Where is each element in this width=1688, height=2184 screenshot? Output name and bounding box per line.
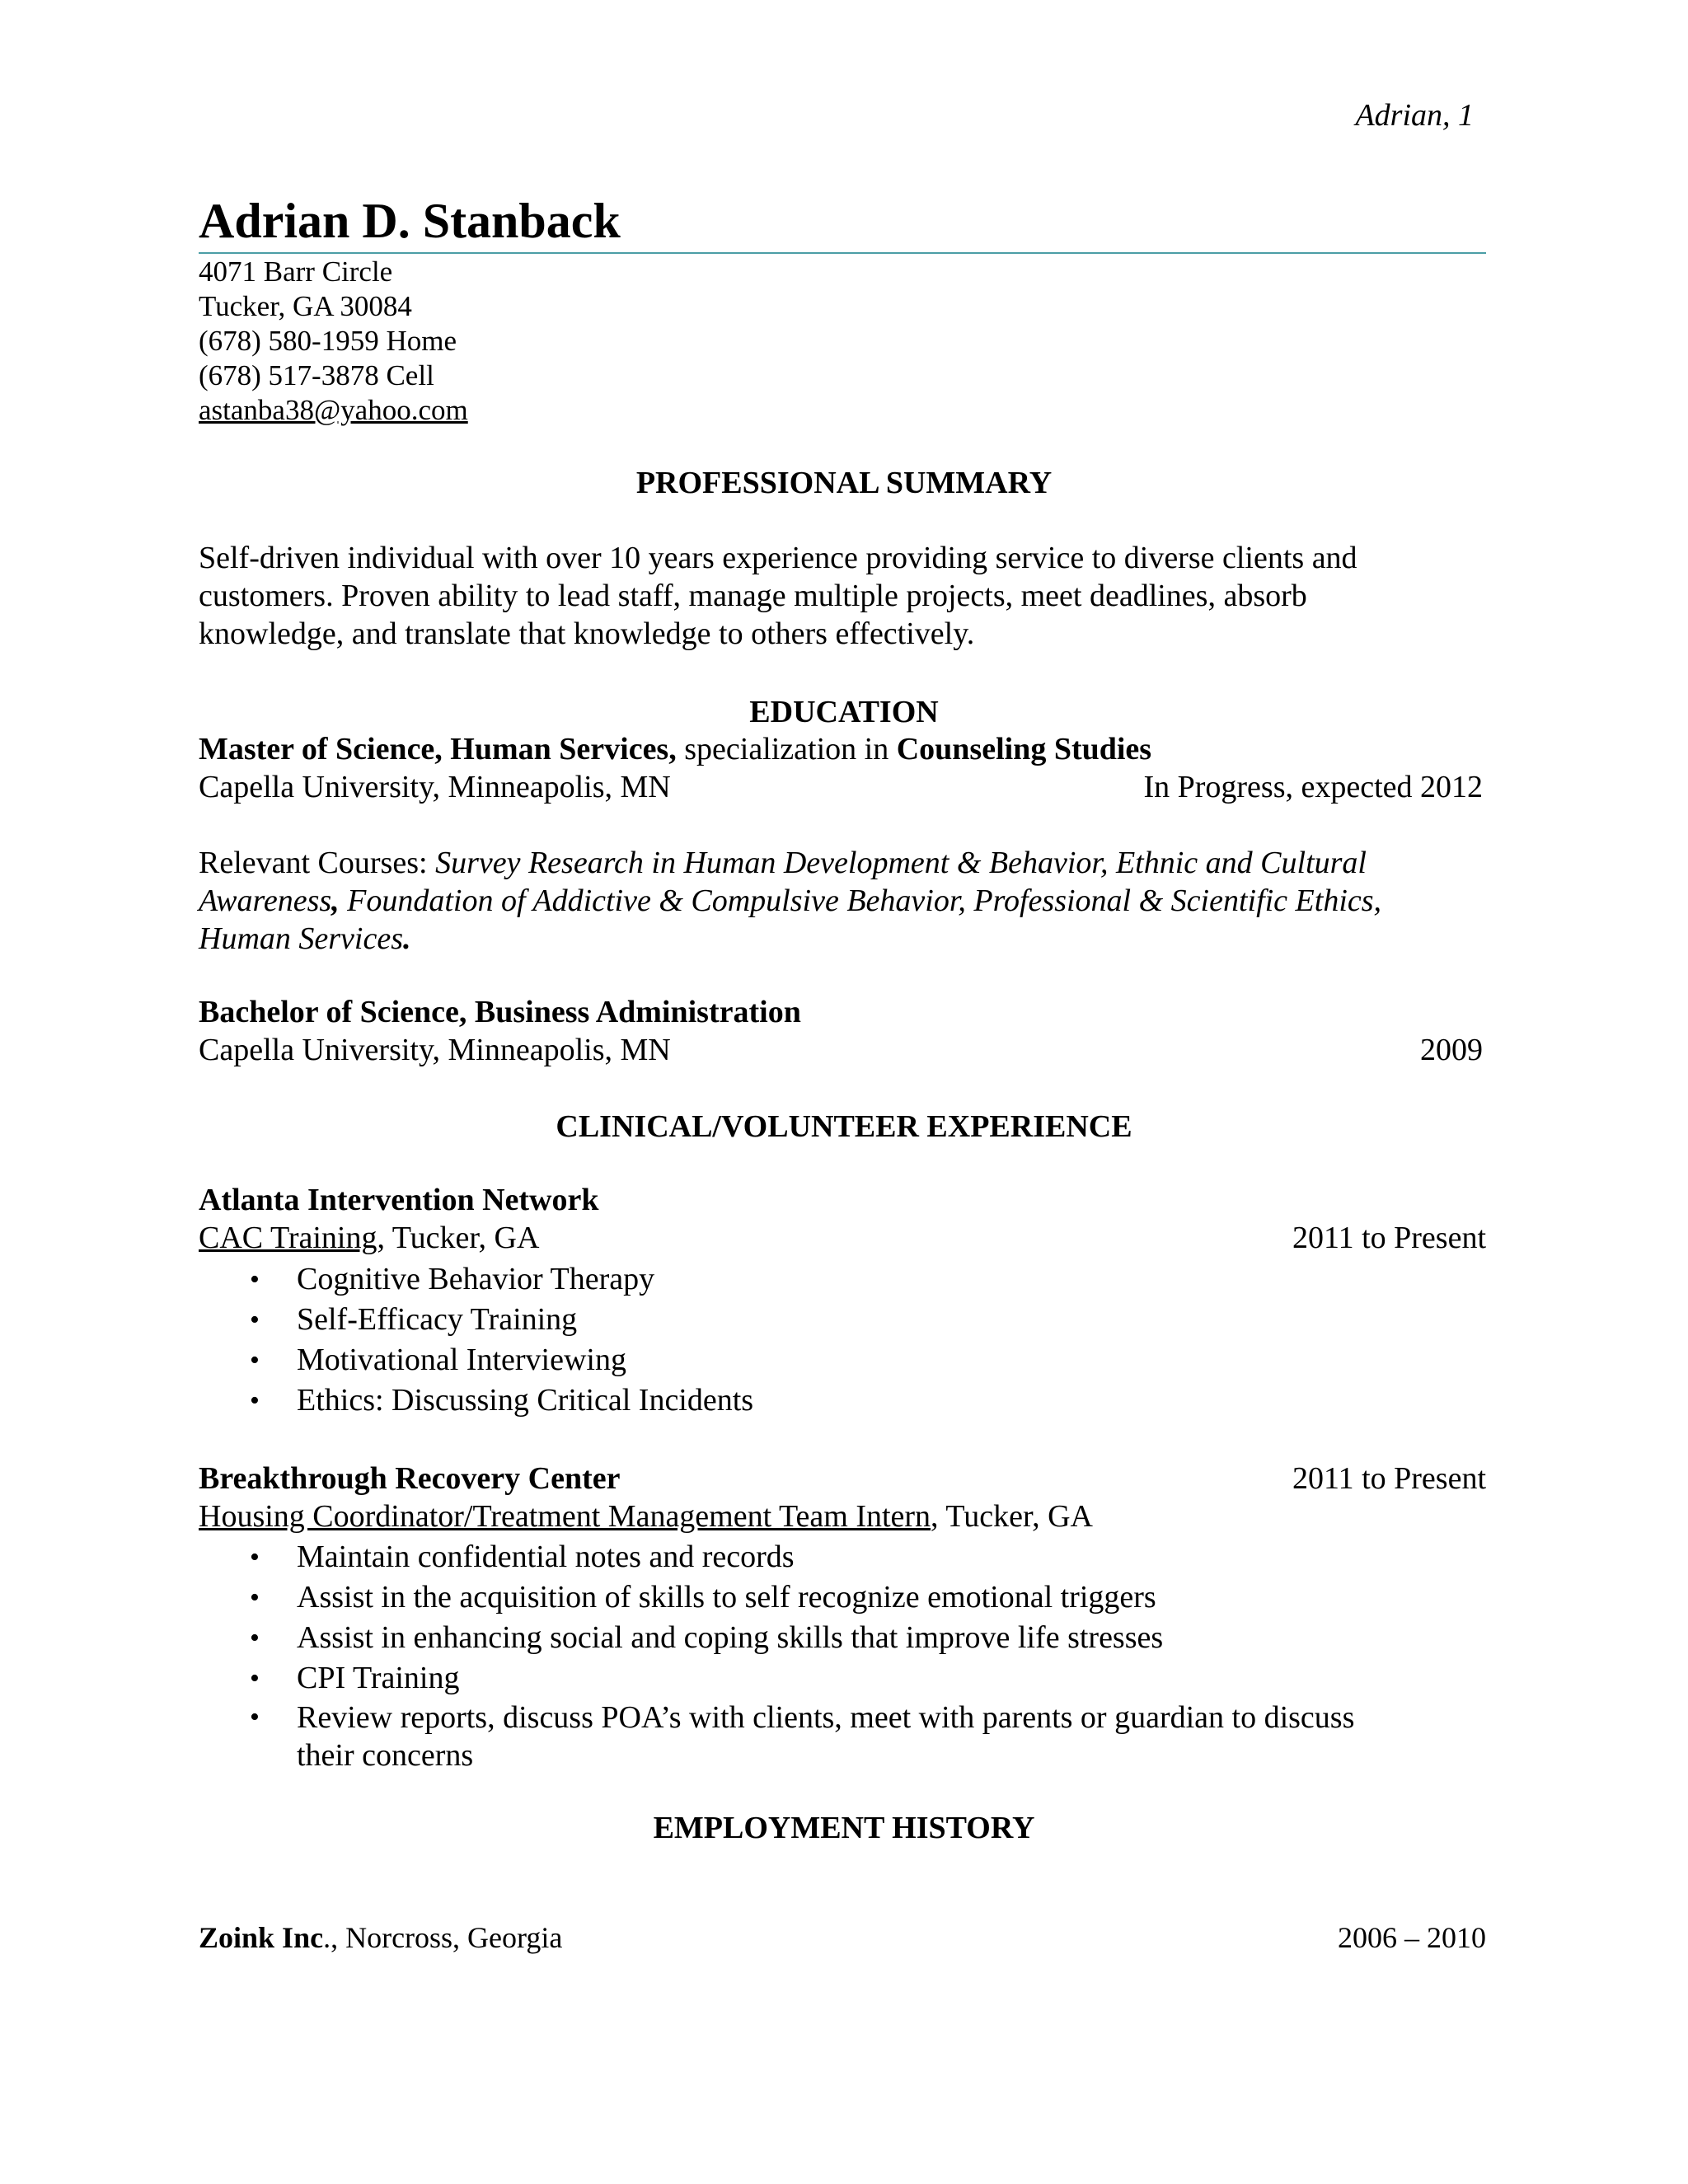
summary-line: customers. Proven ability to lead staff, manage multiple projects, meet deadlines, absorb: [199, 579, 1307, 613]
ms-spec-text: specialization in: [676, 732, 897, 766]
bullet-text-line: their concerns: [297, 1738, 474, 1773]
ms-school: Capella University, Minneapolis, MN: [199, 770, 671, 804]
courses-comma: ,: [331, 883, 348, 918]
ms-school-line: [199, 768, 1486, 806]
summary-line: knowledge, and translate that knowledge to others effectively.: [199, 616, 975, 651]
employer-name: Zoink Inc: [199, 1921, 324, 1954]
contact-block: [199, 255, 468, 428]
clinical-role-2: Housing Coordinator/Treatment Management Team Intern: [199, 1499, 931, 1534]
clinical-location-1: , Tucker, GA: [377, 1221, 540, 1255]
bs-degree: Bachelor of Science, Business Administration: [199, 995, 801, 1029]
courses-line: [199, 882, 1493, 920]
city-state-zip: Tucker, GA 30084: [199, 290, 412, 322]
ms-degree: Master of Science, Human Services,: [199, 732, 677, 766]
section-title-education: EDUCATION: [749, 695, 939, 729]
bullet-text-line: Review reports, discuss POA’s with clients, meet with parents or guardian to discuss: [297, 1700, 1355, 1735]
list-item: • Ethics: Discussing Critical Incidents: [199, 1380, 1435, 1421]
clinical-role-1: CAC Training: [199, 1221, 377, 1255]
clinical-dates-1: 2011 to Present: [1292, 1221, 1486, 1255]
clinical-org-1: Atlanta Intervention Network: [199, 1183, 599, 1217]
bs-school-line: [199, 1031, 1486, 1069]
employment-dates: 2006 – 2010: [1338, 1921, 1486, 1954]
courses-text: Foundation of Addictive & Compulsive Behavior, Professional & Scientific Ethics,: [347, 883, 1382, 918]
courses-text: Survey Research in Human Development & Behavior, Ethnic and Cultural: [435, 846, 1367, 880]
list-item: • Self-Efficacy Training: [199, 1300, 1435, 1340]
summary-line: Self-driven individual with over 10 years experience providing service to diverse clients and: [199, 541, 1357, 575]
clinical-bullets-2: [199, 1537, 1435, 1774]
page-header-marker: Adrian, 1: [1355, 98, 1474, 133]
courses-period: .: [402, 921, 411, 956]
section-title-clinical: CLINICAL/VOLUNTEER EXPERIENCE: [556, 1109, 1132, 1144]
list-item: [199, 1699, 1435, 1774]
ms-status: In Progress, expected 2012: [1143, 770, 1483, 804]
clinical-org-line-2: [199, 1460, 1486, 1497]
courses-label: Relevant Courses:: [199, 846, 436, 880]
employer-location: ., Norcross, Georgia: [323, 1921, 563, 1954]
street-address: 4071 Barr Circle: [199, 255, 393, 288]
clinical-location-2: , Tucker, GA: [931, 1499, 1093, 1534]
ms-specialization: Counseling Studies: [896, 732, 1152, 766]
list-item: • Motivational Interviewing: [199, 1340, 1435, 1380]
courses-line: [199, 920, 1493, 958]
cell-phone: (678) 517-3878 Cell: [199, 359, 434, 391]
home-phone: (678) 580-1959 Home: [199, 325, 457, 357]
email-link[interactable]: astanba38@yahoo.com: [199, 394, 468, 426]
clinical-role-line-1: [199, 1219, 1486, 1257]
courses-text: Human Services: [199, 921, 403, 956]
clinical-role-line-2: [199, 1497, 1493, 1535]
list-item: • Assist in the acquisition of skills to self recognize emotional triggers: [199, 1577, 1435, 1618]
summary-paragraph: [199, 539, 1493, 653]
bs-school: Capella University, Minneapolis, MN: [199, 1033, 671, 1067]
clinical-org-2: Breakthrough Recovery Center: [199, 1461, 621, 1496]
ms-degree-line: [199, 730, 1493, 768]
section-title-employment: EMPLOYMENT HISTORY: [653, 1811, 1035, 1845]
bs-year: 2009: [1420, 1033, 1483, 1067]
section-title-summary: PROFESSIONAL SUMMARY: [635, 466, 1053, 500]
clinical-dates-2: 2011 to Present: [1292, 1461, 1486, 1496]
name-divider-rule: [199, 252, 1486, 254]
relevant-courses: [199, 844, 1493, 958]
list-item: • Maintain confidential notes and records: [199, 1537, 1435, 1577]
courses-text: Awareness: [199, 883, 332, 918]
applicant-name: Adrian D. Stanback: [199, 194, 621, 248]
list-item: • Assist in enhancing social and coping skills that improve life stresses: [199, 1618, 1435, 1658]
employment-line-1: [199, 1919, 1486, 1957]
list-item: • CPI Training: [199, 1658, 1435, 1699]
clinical-bullets-1: [199, 1259, 1435, 1421]
list-item: • Cognitive Behavior Therapy: [199, 1259, 1435, 1300]
courses-line: [199, 844, 1493, 882]
